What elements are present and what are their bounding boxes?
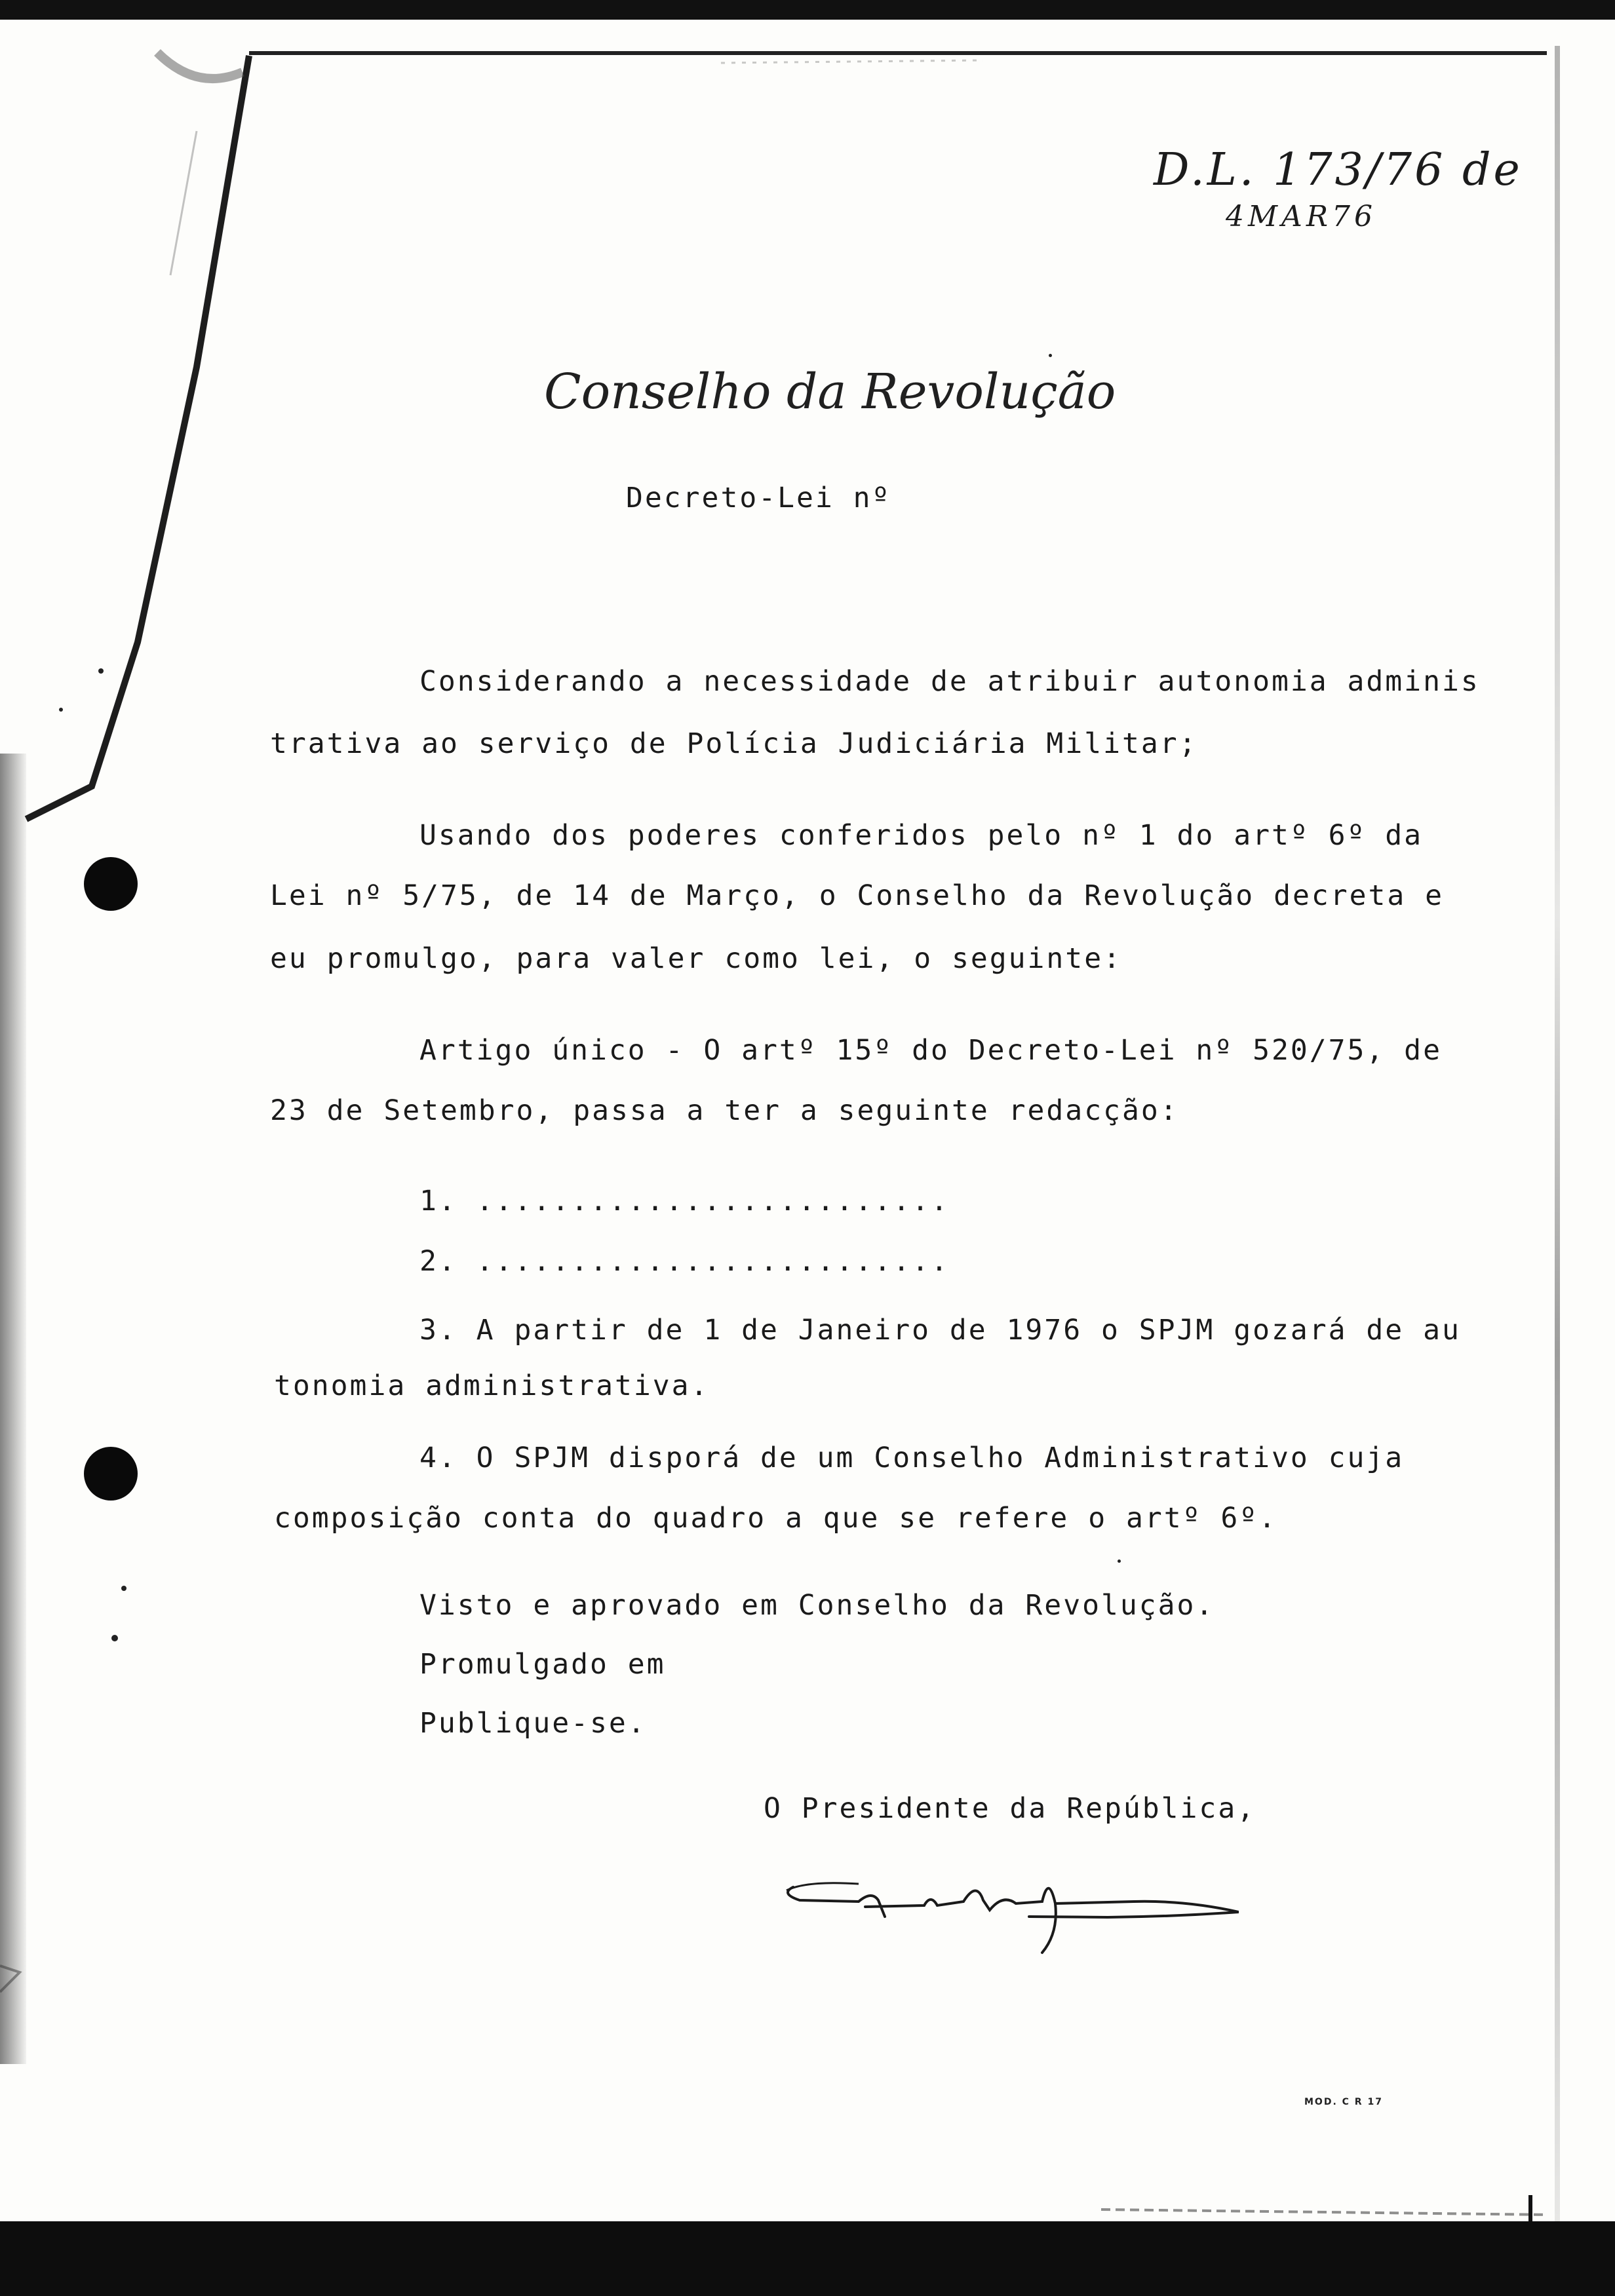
signature-label: O Presidente da República,	[764, 1792, 1256, 1825]
scan-top-rule	[249, 51, 1547, 55]
list-item-continuation: composição conta do quadro a que se refere o artº 6º.	[274, 1502, 1278, 1535]
scan-speck	[1118, 1559, 1121, 1563]
article-line: Artigo único - O artº 15º do Decreto-Lei nº 520/75, de	[419, 1034, 1442, 1067]
preamble-line: trativa ao serviço de Polícia Judiciária Militar;	[270, 727, 1198, 760]
scan-speck	[111, 1635, 118, 1641]
scan-right-edge	[1555, 46, 1560, 2221]
handwritten-date: 4MAR76	[1226, 200, 1376, 233]
list-item: 3. A partir de 1 de Janeiro de 1976 o SPJM gozará de au	[419, 1314, 1461, 1347]
letterhead: Conselho da Revolução	[544, 364, 1116, 420]
scan-speck	[59, 708, 63, 712]
authority-line: eu promulgo, para valer como lei, o seguinte:	[270, 942, 1122, 975]
preamble-line: Considerando a necessidade de atribuir autonomia adminis	[419, 665, 1480, 698]
punch-hole-icon	[84, 857, 138, 911]
promulgation-line: Promulgado em	[419, 1648, 666, 1681]
list-item-continuation: tonomia administrativa.	[274, 1369, 710, 1402]
scan-top-border	[0, 0, 1615, 20]
list-item: 4. O SPJM disporá de um Conselho Administrativo cuja	[419, 1442, 1405, 1474]
scan-speck	[98, 668, 104, 674]
scan-speck	[121, 1586, 126, 1591]
scan-speck	[1049, 354, 1052, 357]
punch-hole-icon	[84, 1447, 138, 1501]
list-item: 2. .........................	[419, 1245, 950, 1278]
list-item: 1. .........................	[419, 1185, 950, 1217]
article-line: 23 de Setembro, passa a ter a seguinte redacção:	[270, 1094, 1179, 1127]
publication-line: Publique-se.	[419, 1707, 647, 1740]
handwritten-annotation	[1154, 144, 1521, 256]
decree-title: Decreto-Lei nº	[626, 482, 891, 514]
authority-line: Usando dos poderes conferidos pelo nº 1 do artº 6º da	[419, 819, 1424, 852]
approval-line: Visto e aprovado em Conselho da Revolução.	[419, 1589, 1215, 1622]
scan-left-shadow	[0, 754, 26, 2064]
scan-bottom-border	[0, 2221, 1615, 2296]
handwritten-reference: D.L. 173/76 de	[1154, 144, 1523, 196]
form-code: MOD. C R 17	[1304, 2097, 1383, 2107]
authority-line: Lei nº 5/75, de 14 de Março, o Conselho da Revolução decreta e	[270, 879, 1445, 912]
handwritten-signature	[767, 1854, 1239, 1966]
